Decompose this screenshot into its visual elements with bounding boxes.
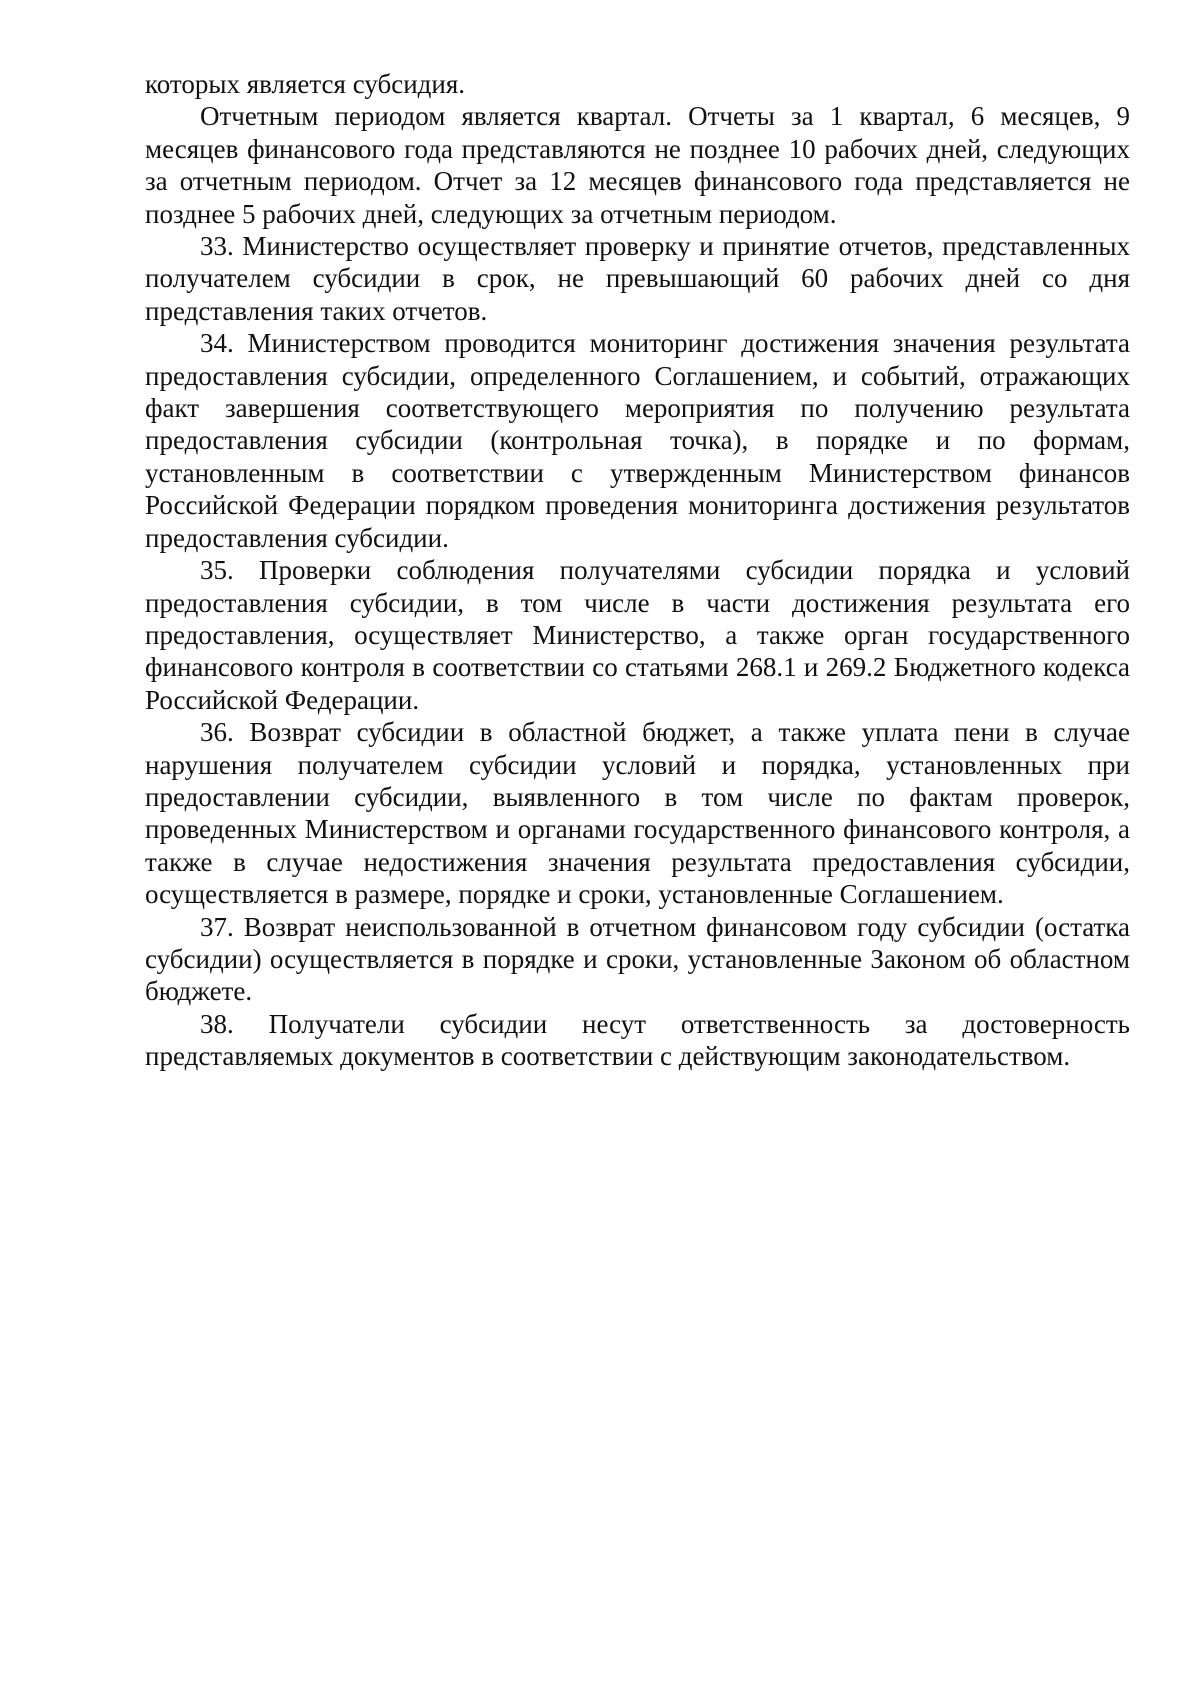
paragraph-36: 36. Возврат субсидии в областной бюджет, а также уплата пени в случае нарушения получателем субсидии условий и порядка, установленных при предоставлении субсидии, выявленного в том числе по фактам проверок, проведенных Министерством и органами государственного финансового контроля, а также в случае недостижения значения результата предоставления субсидии, осуществляется в размере, порядке и сроки, установленные Соглашением. [145,717,1130,910]
paragraph-37: 37. Возврат неиспользованной в отчетном финансовом году субсидии (остатка субсидии) осуществляется в порядке и сроки, установленные Законом об областном бюджете. [145,911,1130,1007]
paragraph-33: 33. Министерство осуществляет проверку и принятие отчетов, представленных получателем субсидии в срок, не превышающий 60 рабочих дней со дня представления таких отчетов. [145,231,1130,326]
paragraph-34: 34. Министерством проводится мониторинг достижения значения результата предоставления субсидии, определенного Соглашением, и событий, отражающих факт завершения соответствующего мероприятия по получению результата предоставления субсидии (контрольная точка), в порядке и по формам, установленным в соответствии с утвержденным Министерством финансов Российской Федерации порядком проведения мониторинга достижения результатов предоставления субсидии. [145,328,1130,553]
paragraph-35: 35. Проверки соблюдения получателями субсидии порядка и условий предоставления субсидии, в том числе в части достижения результата его предоставления, осуществляет Министерство, а также орган государственного финансового контроля в соответствии со статьями 268.1 и 269.2 Бюджетного кодекса Российской Федерации. [145,555,1130,715]
document-body [145,68,1130,1073]
paragraph-38: 38. Получатели субсидии несут ответственность за достоверность представляемых документов в соответствии с действующим законодательством. [145,1008,1130,1072]
paragraph-continuation: которых является субсидия. [145,69,465,99]
paragraph-reporting-period: Отчетным периодом является квартал. Отчеты за 1 квартал, 6 месяцев, 9 месяцев финансового года представляются не позднее 10 рабочих дней, следующих за отчетным периодом. Отчет за 12 месяцев финансового года представляется не позднее 5 рабочих дней, следующих за отчетным периодом. [145,101,1130,229]
